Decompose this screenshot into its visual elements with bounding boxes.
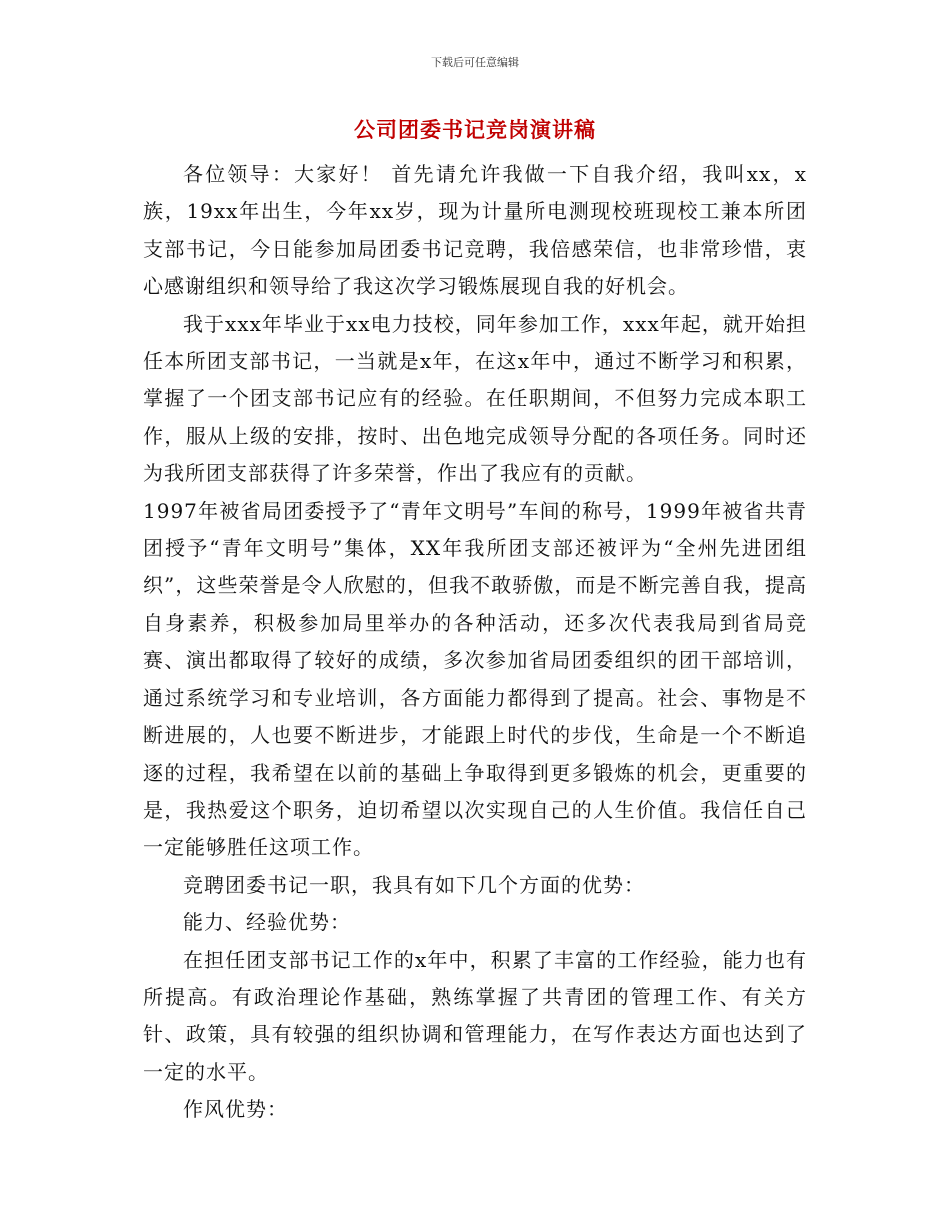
header-note: 下载后可任意编辑 <box>431 56 519 69</box>
document-body <box>143 156 807 1129</box>
paragraph-ability-detail: 在担任团支部书记工作的x年中，积累了丰富的工作经验，能力也有所提高。有政治理论作基础，熟练掌握了共青团的管理工作、有关方针、政策，具有较强的组织协调和管理能力，在写作表达方面也达到了一定的水平。 <box>143 947 807 1084</box>
paragraph-advantages-intro: 竞聘团委书记一职，我具有如下几个方面的优势： <box>183 872 645 897</box>
paragraph-heading-style: 作风优势： <box>183 1097 288 1122</box>
document-title: 公司团委书记竞岗演讲稿 <box>354 117 596 142</box>
paragraph-experience: 我于xxx年毕业于xx电力技校，同年参加工作，xxx年起，就开始担任本所团支部书记，一当就是x年，在这x年中，通过不断学习和积累，掌握了一个团支部书记应有的经验。在任职期间，不但努力完成本职工作，服从上级的安排，按时、出色地完成领导分配的各项任务。同时还为我所团支部获得了许多荣誉，作出了我应有的贡献。 <box>143 311 807 486</box>
paragraph-greeting: 各位领导：大家好！ 首先请允许我做一下自我介绍，我叫xx，x族，19xx年出生，今年xx岁，现为计量所电测现校班现校工兼本所团支部书记，今日能参加局团委书记竞聘，我倍感荣信，也非常珍惜，衷心感谢组织和领导给了我这次学习锻炼展现自我的好机会。 <box>143 162 807 299</box>
paragraph-honors: 1997年被省局团委授予了“青年文明号”车间的称号，1999年被省共青团授予“青年文明号”集体，XX年我所团支部还被评为“全州先进团组织”，这些荣誉是令人欣慰的，但我不敢骄傲，而是不断完善自我，提高自身素养，积极参加局里举办的各种活动，还多次代表我局到省局竞赛、演出都取得了较好的成绩，多次参加省局团委组织的团干部培训，通过系统学习和专业培训，各方面能力都得到了提高。社会、事物是不断进展的，人也要不断进步，才能跟上时代的步伐，生命是一个不断追逐的过程，我希望在以前的基础上争取得到更多锻炼的机会，更重要的是，我热爱这个职务，迫切希望以次实现自己的人生价值。我信任自己一定能够胜任这项工作。 <box>143 498 807 860</box>
paragraph-heading-ability: 能力、经验优势： <box>183 910 351 935</box>
